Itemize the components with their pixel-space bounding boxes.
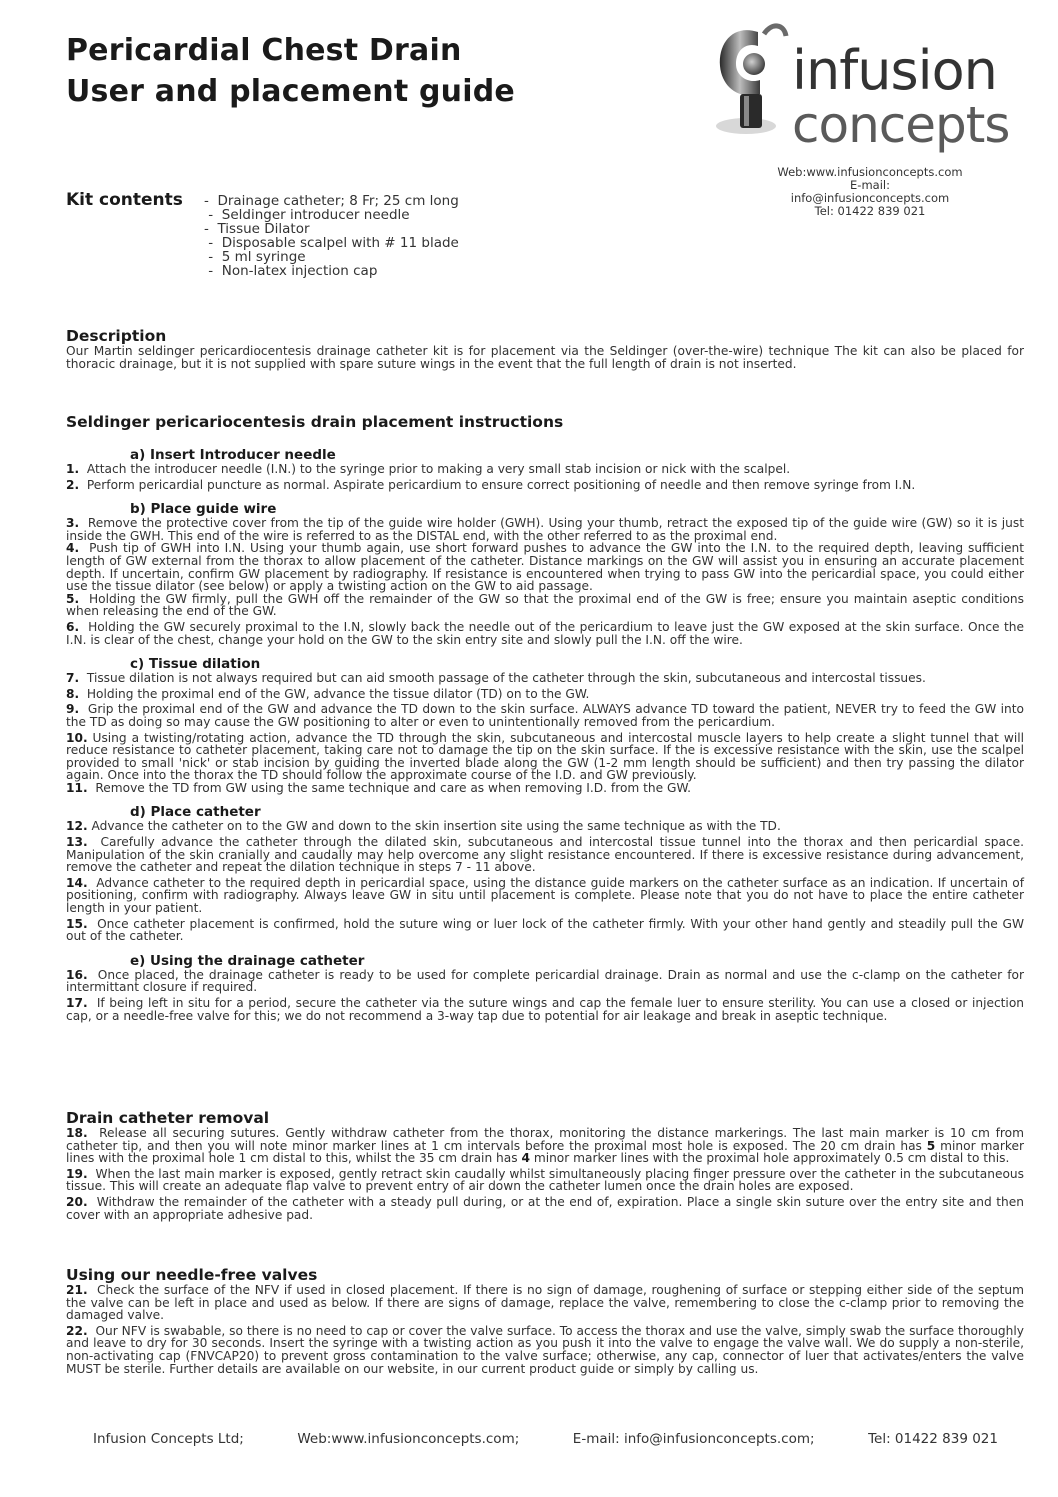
step-item: 4. Push tip of GWH into I.N. Using your thumb again, use short forward pushes to advance the GW into the I.N. to the required depth, leaving sufficient length of GW external from the thorax to allow placement of the catheter. Distance markings on the GW will assist you in ensuring an accurate placement depth. If uncertain, confirm GW placement by radiography. If resistance is encountered when trying to pass GW into the pericardial space, you could either use the tissue dilator (see below) or apply a twisting action on the GW to aid passage.: [66, 541, 1024, 594]
step-item: 5. Holding the GW firmly, pull the GWH off the remainder of the GW so that the proximal end of the GW is free; ensure you maintain aseptic conditions when releasing the end of the GW.: [66, 591, 1024, 619]
step-item: 7. Tissue dilation is not always required but can aid smooth passage of the catheter through the skin, subcutaneous and intercostal tissues.: [66, 671, 926, 686]
step-item: 16. Once placed, the drainage catheter is ready to be used for complete pericardial drainage. Drain as normal and use the c-clamp on the catheter for intermittant closure if required.: [66, 967, 1024, 995]
step-item: 1. Attach the introducer needle (I.N.) to the syringe prior to making a very small stab incision or nick with the scalpel.: [66, 462, 791, 476]
kit-item: - Disposable scalpel with # 11 blade: [204, 235, 459, 251]
step-item: 12. Advance the catheter on to the GW and down to the skin insertion site using the same technique as with the TD.: [66, 819, 781, 834]
step-item: 6. Holding the GW securely proximal to the I.N, slowly back the needle out of the pericardium to leave just the GW exposed at the skin surface. Once the I.N. is clear of the chest, change your hold on the GW to the skin entry site and slowly pull the I.N. off the wire.: [66, 619, 1024, 647]
step-item: 14. Advance catheter to the required depth in pericardial space, using the distance guide markers on the catheter surface as an indication. If uncertain of positioning, confirm with radiography. Always leave GW in situ until placement is complete. Please note that you do not have to place the entire catheter length in your patient.: [66, 875, 1024, 916]
step-item: 18. Release all securing sutures. Gently withdraw catheter from the thorax, monitoring the distance markerings. The last main marker is 10 cm from catheter tip, and then you will note minor marker lines at 1 cm intervals before the proximal most hole is exposed. The 20 cm drain has 5 minor marker lines with the proximal hole 1 cm distal to this, whilst the 35 cm drain has 4 minor marker lines with the proximal hole approximately 0.5 cm distal to this.: [66, 1126, 1025, 1166]
footer-company: Infusion Concepts Ltd;: [93, 1431, 244, 1447]
step-item: 20. Withdraw the remainder of the catheter with a steady pull during, or at the end of, expiration. Place a single skin suture over the entry site and then cover with an appropriate adhesive pad.: [66, 1194, 1024, 1222]
nfv-section: [66, 1266, 1024, 1375]
footer-email: E-mail: info@infusionconcepts.com;: [572, 1431, 815, 1447]
company-logo: [714, 14, 1024, 154]
removal-heading: Drain catheter removal: [66, 1109, 270, 1127]
step-group-c-heading: c) Tissue dilation: [130, 656, 261, 673]
footer-tel: Tel: 01422 839 021: [868, 1431, 998, 1447]
kit-item: - 5 ml syringe: [204, 249, 306, 265]
kit-contents-heading: Kit contents: [66, 190, 183, 210]
kit-item: - Drainage catheter; 8 Fr; 25 cm long: [204, 193, 459, 209]
placement-section: [66, 413, 1024, 1022]
nfv-heading: Using our needle-free valves: [66, 1266, 318, 1284]
title-line-1: Pericardial Chest Drain: [66, 33, 462, 68]
step-item: 19. When the last main marker is exposed, gently retract skin caudally whilst simultaneously placing finger pressure over the catheter in the subcutaneous tissue. This will create an adequate flap valve to prevent entry of air down the catheter lumen once the drain holes are exposed.: [66, 1166, 1024, 1194]
step-item: 11. Remove the TD from GW using the same technique and care as when removing I.D. from the GW.: [66, 780, 691, 795]
placement-heading: Seldinger pericariocentesis drain placement instructions: [66, 413, 564, 431]
step-group-d-heading: d) Place catheter: [130, 804, 261, 821]
step-item: 9. Grip the proximal end of the GW and advance the TD down to the skin surface. ALWAYS advance TD toward the patient, NEVER try to feed the GW into the TD as doing so may cause the GW positioning to alter or even to unintentionally removed from the pericardium.: [66, 702, 1024, 729]
step-group-b-heading: b) Place guide wire: [130, 501, 277, 518]
contact-block: [770, 166, 970, 218]
description-section: [66, 327, 1024, 370]
kit-item: - Tissue Dilator: [204, 221, 310, 237]
step-item: 22. Our NFV is swabable, so there is no need to cap or cover the valve surface. To access the thorax and use the valve, simply swab the surface thoroughly and leave to dry for 30 seconds. Insert the syringe with a twisting action as you push it into the valve to engage the valve wall. We do supply a non-sterile, non-activating cap (FNVCAP20) to prevent gross contamination to the valve surface; otherwise, any cap, connector of luer that activates/enters the valve MUST be sterile. Further details are available on our website, in our current product guide or simply by calling us.: [66, 1323, 1024, 1376]
description-heading: Description: [66, 327, 167, 345]
step-item: 10. Using a twisting/rotating action, advance the TD through the skin, subcutaneous and intercostal muscle layers to help create a slight tunnel that will reduce resistance to catheter placement, taking care not to damage the tip on the skin surface. If the is excessive resistance with the skin, use the scalpel provided to small 'nick' or stab incision by guiding the inverted blade along the GW (1-2 mm length should be sufficient) and then try passing the dilator again. Once into the thorax the TD should follow the approximate course of the I.D. and GW previously.: [66, 730, 1024, 783]
kit-contents-list: [204, 194, 459, 278]
step-item: 3. Remove the protective cover from the tip of the guide wire holder (GWH). Using your thumb, retract the exposed tip of the guide wire (GW) so it is just inside the GWH. This end of the wire is referred to as the DISTAL end, with the other referred to as the proximal end.: [66, 516, 1024, 543]
step-item: 13. Carefully advance the catheter through the dilated skin, subcutaneous and intercostal tissue tunnel into the thorax and then pericardial space. Manipulation of the skin cranially and caudally may help overcome any slight resistance encountered. If there is excessive resistance during advancement, remove the catheter and repeat the dilation technique in steps 7 - 11 above.: [66, 835, 1024, 875]
footer-web: Web:www.infusionconcepts.com;: [297, 1431, 520, 1447]
removal-section: [66, 1109, 1024, 1221]
kit-item: - Seldinger introducer needle: [204, 207, 410, 223]
step-item: 21. Check the surface of the NFV if used in closed placement. If there is no sign of damage, roughening of surface or stepping either side of the septum the valve can be left in place and used as below. If there are signs of damage, replace the valve, remembering to close the c-clamp prior to removing the damaged valve.: [66, 1283, 1024, 1323]
contact-email: E-mail: info@infusionconcepts.com: [790, 178, 950, 205]
page-footer: [93, 1431, 998, 1447]
title-line-2: User and placement guide: [66, 74, 515, 109]
description-text: Our Martin seldinger pericardiocentesis drainage catheter kit is for placement via the Seldinger (over-the-wire) technique The kit can also be placed for thoracic drainage, but it is not supplied with spare suture wings in the event that the full length of drain is not inserted.: [66, 344, 1024, 371]
step-item: 15. Once catheter placement is confirmed, hold the suture wing or luer lock of the catheter firmly. With your other hand gently and steadily pull the GW out of the catheter.: [66, 916, 1024, 944]
step-group-a-heading: a) Insert Introducer needle: [130, 447, 336, 463]
step-item: 2. Perform pericardial puncture as normal. Aspirate pericardium to ensure correct positioning of needle and then remove syringe from I.N.: [66, 477, 916, 492]
page-title: [66, 30, 515, 112]
step-item: 17. If being left in situ for a period, secure the catheter via the suture wings and cap the female luer to ensure sterility. You can use a closed or injection cap, or a needle-free valve for this; we do not recommend a 3-way tap due to potential for air leakage and break in aseptic technique.: [66, 996, 1025, 1023]
contact-web: Web:www.infusionconcepts.com: [777, 165, 963, 179]
step-item: 8. Holding the proximal end of the GW, advance the tissue dilator (TD) on to the GW.: [66, 686, 590, 701]
step-group-e-heading: e) Using the drainage catheter: [130, 952, 365, 969]
infusion-concepts-logo-mark: [714, 14, 790, 144]
logo-word-concepts: concepts: [792, 96, 1010, 154]
logo-word-infusion: infusion: [792, 39, 997, 102]
contact-tel: Tel: 01422 839 021: [814, 204, 926, 218]
kit-item: - Non-latex injection cap: [204, 263, 378, 279]
